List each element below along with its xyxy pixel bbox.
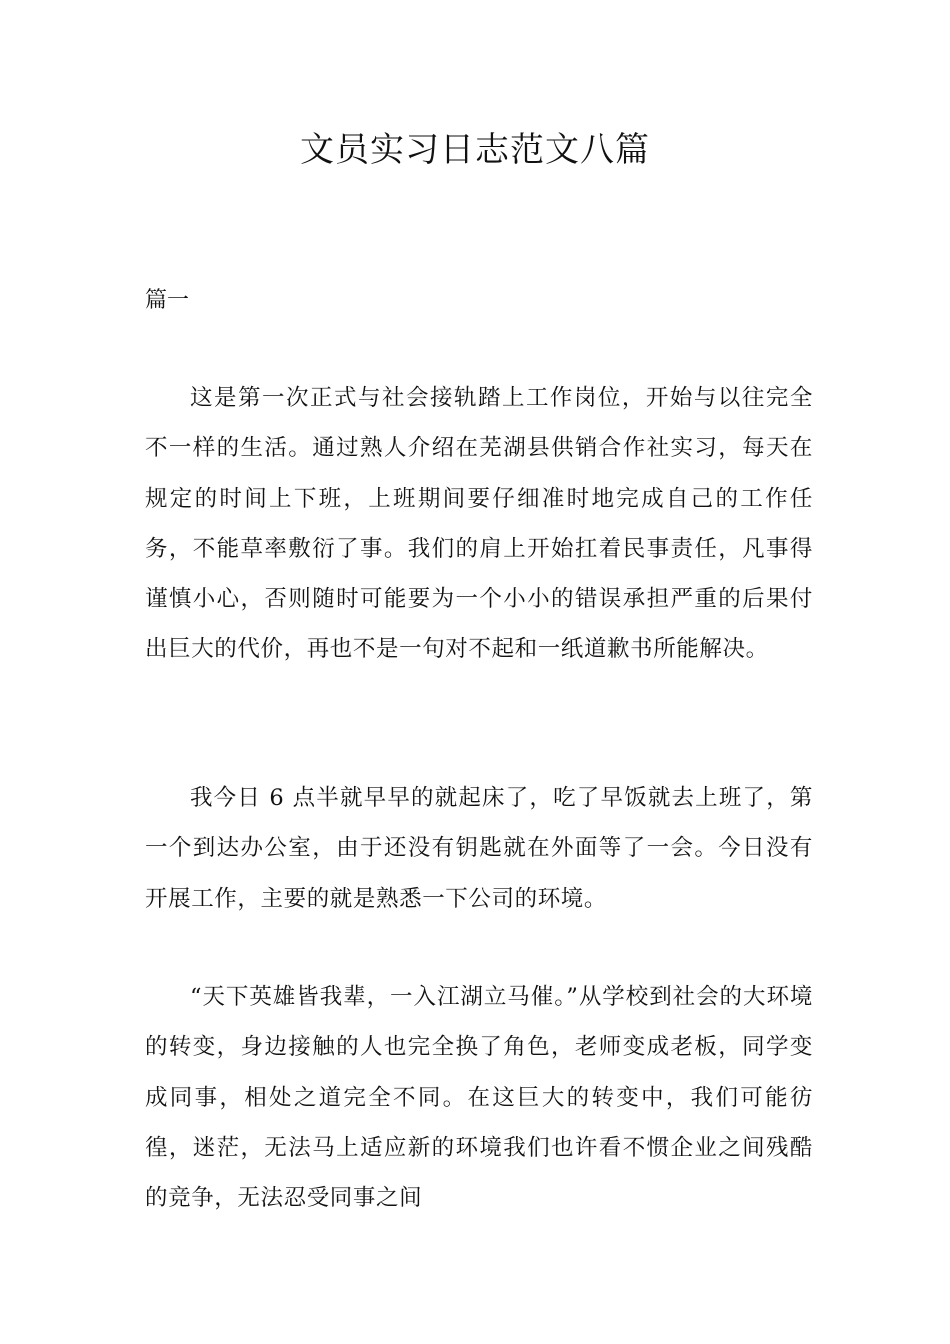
paragraph-2: 我今日 6 点半就早早的就起床了，吃了早饭就去上班了，第一个到达办公室，由于还没有钥匙就在外面等了一会。今日没有开展工作，主要的就是熟悉一下公司的环境。 bbox=[145, 785, 813, 912]
paragraph-1: 这是第一次正式与社会接轨踏上工作岗位，开始与以往完全不一样的生活。通过熟人介绍在芜湖县供销合作社实习，每天在规定的时间上下班，上班期间要仔细准时地完成自己的工作任务，不能草率敷衍了事。我们的肩上开始扛着民事责任，凡事得谨慎小心，否则随时可能要为一个小小的错误承担严重的后果付出巨大的代价，再也不是一句对不起和一纸道歉书所能解决。 bbox=[145, 385, 813, 663]
paragraph-3: “天下英雄皆我辈，一入江湖立马催。”从学校到社会的大环境的转变，身边接触的人也完全换了角色，老师变成老板，同学变成同事，相处之道完全不同。在这巨大的转变中，我们可能彷徨，迷茫，无法马上适应新的环境我们也许看不惯企业之间残酷的竞争，无法忍受同事之间 bbox=[145, 984, 813, 1212]
section-label: 篇一 bbox=[145, 288, 190, 313]
document-title: 文员实习日志范文八篇 bbox=[300, 130, 650, 170]
